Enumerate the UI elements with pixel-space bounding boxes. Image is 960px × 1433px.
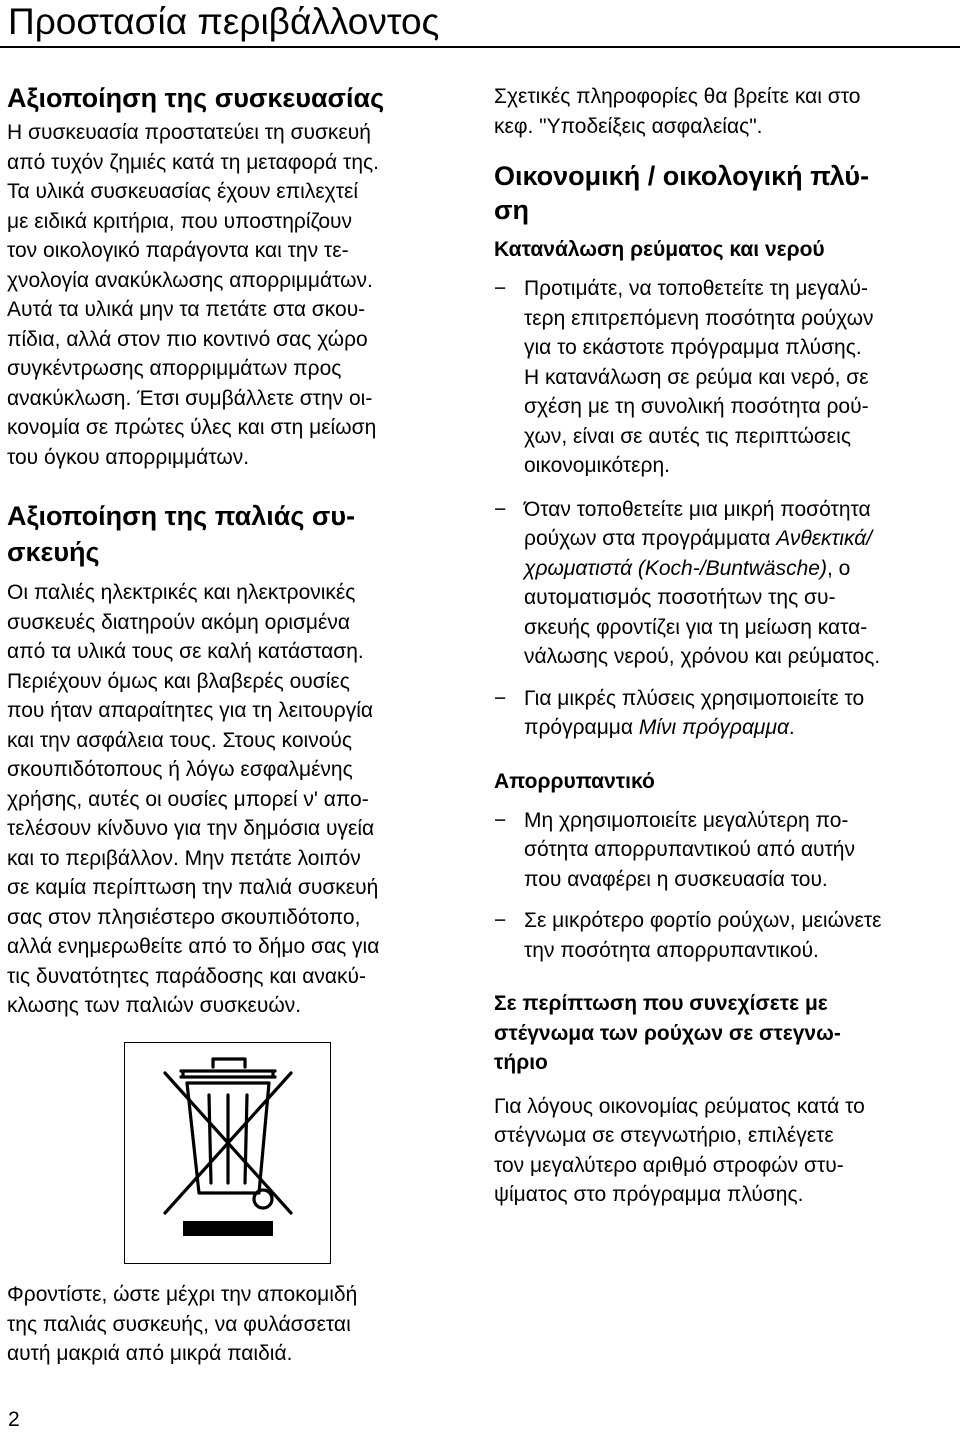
text-line: κλωσης των παλιών συσκευών. — [7, 994, 302, 1017]
text-line: τις δυνατότητες παράδοσης και ανακύ- — [7, 964, 367, 988]
text-line: Για μικρές πλύσεις χρησιμοποιείτε το — [524, 686, 865, 710]
heading-line: Σε περίπτωση που συνεχίσετε με — [494, 992, 828, 1015]
dash-bullet: − — [494, 808, 507, 832]
heading-line: Αξιοποίηση της παλιάς συ- — [7, 501, 356, 531]
text-line: χρήσης, αυτές οι ουσίες μπορεί ν' απο- — [7, 787, 369, 811]
text-line: Αυτά τα υλικά μην τα πετάτε στα σκου- — [7, 298, 366, 321]
heading-line: στέγνωμα των ρούχων σε στεγνω- — [494, 1021, 841, 1045]
text-line: που αναφέρει η συσκευασία του. — [524, 867, 828, 891]
text-line: νάλωσης νερού, χρόνου και ρεύματος. — [524, 645, 881, 668]
detergent-heading: Απορρυπαντικό — [494, 769, 655, 793]
heading-line: ση — [494, 195, 529, 225]
dash-bullet: − — [494, 909, 507, 932]
text-line: της παλιάς συσκευής, να φυλάσσεται — [7, 1312, 351, 1336]
text-line: αλλά ενημερωθείτε από το δήμο σας για — [7, 935, 380, 958]
text-line: του όγκου απορριμμάτων. — [7, 445, 250, 469]
text-run: πρόγραμμα — [524, 716, 639, 739]
dash-bullet: − — [494, 686, 507, 710]
text-line: την ποσότητα απορρυπαντικού. — [524, 938, 819, 962]
text-line: σας στον πλησιέστερο σκουπιδότοπο, — [7, 905, 361, 929]
text-line: Η κατανάλωση σε ρεύμα και νερό, σε — [524, 365, 869, 389]
text-run: ρούχων στα προγράμματα — [524, 527, 777, 550]
text-line: Φροντίστε, ώστε μέχρι την αποκομιδή — [7, 1283, 358, 1306]
title-rule — [0, 46, 960, 48]
text-run: . — [788, 716, 795, 739]
page-number: 2 — [8, 1408, 20, 1431]
text-line — [524, 713, 956, 743]
list-item — [494, 495, 956, 672]
text-line: τον μεγαλύτερο αριθμό στροφών στυ- — [494, 1153, 844, 1177]
text-line — [524, 554, 956, 584]
list-item — [494, 274, 956, 481]
text-line: ψίματος στο πρόγραμμα πλύσης. — [494, 1183, 804, 1206]
list-item — [494, 906, 956, 965]
text-line: σχέση με τη συνολική ποσότητα ρού- — [524, 395, 869, 418]
text-line: αυτή μακριά από μικρά παιδιά. — [7, 1342, 293, 1365]
text-line: που ήταν απαραίτητες για τη λειτουργία — [7, 699, 374, 722]
packaging-heading: Αξιοποίηση της συσκευασίας — [7, 83, 385, 113]
text-line: και το περιβάλλον. Μην πετάτε λοιπόν — [7, 846, 361, 870]
text-line: Σχετικές πληροφορίες θα βρείτε και στο — [494, 85, 861, 108]
dryer-heading — [494, 989, 956, 1078]
text-line: σε καμία περίπτωση την παλιά συσκευή — [7, 876, 379, 899]
program-name: Ανθεκτικά/ — [776, 527, 873, 550]
text-line: σκευής φροντίζει για τη μείωση κατα- — [524, 615, 868, 639]
text-line: συσκευές διατηρούν ακόμη ορισμένα — [7, 610, 351, 634]
program-name: Μίνι πρόγραμμα — [638, 716, 789, 739]
text-line: ανακύκλωση. Έτσι συμβάλλετε στην οι- — [7, 386, 373, 410]
text-line: Για λόγους οικονομίας ρεύματος κατά το — [494, 1094, 865, 1118]
text-run: , ο — [826, 556, 851, 580]
children-safety-paragraph — [7, 1280, 477, 1369]
list-item — [494, 684, 956, 743]
text-line: Οι παλιές ηλεκτρικές και ηλεκτρονικές — [7, 581, 356, 604]
dash-bullet: − — [494, 277, 507, 300]
program-name: χρωματιστά (Koch-/Buntwäsche) — [524, 556, 827, 580]
text-line: Προτιμάτε, να τοποθετείτε τη μεγαλύ- — [524, 277, 868, 300]
text-line: οικονομικότερη. — [524, 454, 670, 477]
text-line: Η συσκευασία προστατεύει τη συσκευή — [7, 121, 371, 144]
eco-washing-heading — [494, 159, 956, 227]
text-line: πίδια, αλλά στον πιο κοντινό σας χώρο — [7, 327, 368, 351]
text-line: σότητα απορρυπαντικού από αυτήν — [524, 838, 855, 861]
text-line: από τα υλικά τους σε καλή κατάσταση. — [7, 640, 364, 663]
text-line: κεφ. "Υποδείξεις ασφαλείας". — [494, 114, 763, 138]
text-line: συγκέντρωσης απορριμμάτων προς — [7, 357, 342, 380]
text-line: για το εκάστοτε πρόγραμμα πλύσης. — [524, 336, 862, 359]
text-line: τερη επιτρεπόμενη ποσότητα ρούχων — [524, 306, 874, 330]
list-item — [494, 806, 956, 895]
text-line: τελέσουν κίνδυνο για την δημόσια υγεία — [7, 817, 375, 840]
text-line: Σε μικρότερο φορτίο ρούχων, μειώνετε — [524, 909, 882, 932]
text-line: χνολογία ανακύκλωσης απορριμμάτων. — [7, 268, 373, 292]
page-title: Προστασία περιβάλλοντος — [8, 1, 440, 42]
dryer-paragraph — [494, 1092, 956, 1210]
old-appliance-heading — [7, 498, 469, 570]
text-line: κονομία σε πρώτες ύλες και στη μείωση — [7, 416, 377, 439]
heading-line: τήριο — [494, 1051, 548, 1074]
text-line: Όταν τοποθετείτε μια μικρή ποσότητα — [524, 497, 871, 521]
text-line: τον οικολογικό παράγοντα και την τε- — [7, 239, 349, 262]
text-line: αυτοματισμός ποσοτήτων της συ- — [524, 586, 836, 609]
right-column — [494, 78, 956, 1210]
text-line: στέγνωμα σε στεγνωτήριο, επιλέγετε — [494, 1124, 834, 1147]
text-line: Μη χρησιμοποιείτε μεγαλύτερη πο- — [524, 808, 849, 832]
weee-symbol-frame — [124, 1042, 331, 1264]
text-line: σκουπιδότοπους ή λόγω εσφαλμένης — [7, 758, 353, 781]
crossed-out-wheelie-bin-icon — [125, 1043, 329, 1262]
dash-bullet: − — [494, 497, 507, 521]
heading-line: σκευής — [7, 537, 100, 567]
text-line: Περιέχουν όμως και βλαβερές ουσίες — [7, 669, 350, 693]
text-line: από τυχόν ζημιές κατά τη μεταφορά της. — [7, 150, 379, 174]
packaging-paragraph — [7, 118, 469, 472]
consumption-heading: Κατανάλωση ρεύματος και νερού — [494, 238, 825, 261]
text-line: Τα υλικά συσκευασίας έχουν επιλεχτεί — [7, 180, 359, 203]
left-column — [7, 78, 469, 1021]
heading-line: Οικονομική / οικολογική πλύ- — [494, 161, 870, 191]
text-line — [524, 524, 956, 554]
text-line: και την ασφάλεια τους. Στους κοινούς — [7, 728, 352, 752]
old-appliance-paragraph — [7, 578, 469, 1021]
text-line: με ειδικά κριτήρια, που υποστηρίζουν — [7, 209, 353, 233]
text-line: χων, είναι σε αυτές τις περιπτώσεις — [524, 424, 851, 448]
intro-paragraph — [494, 82, 956, 141]
